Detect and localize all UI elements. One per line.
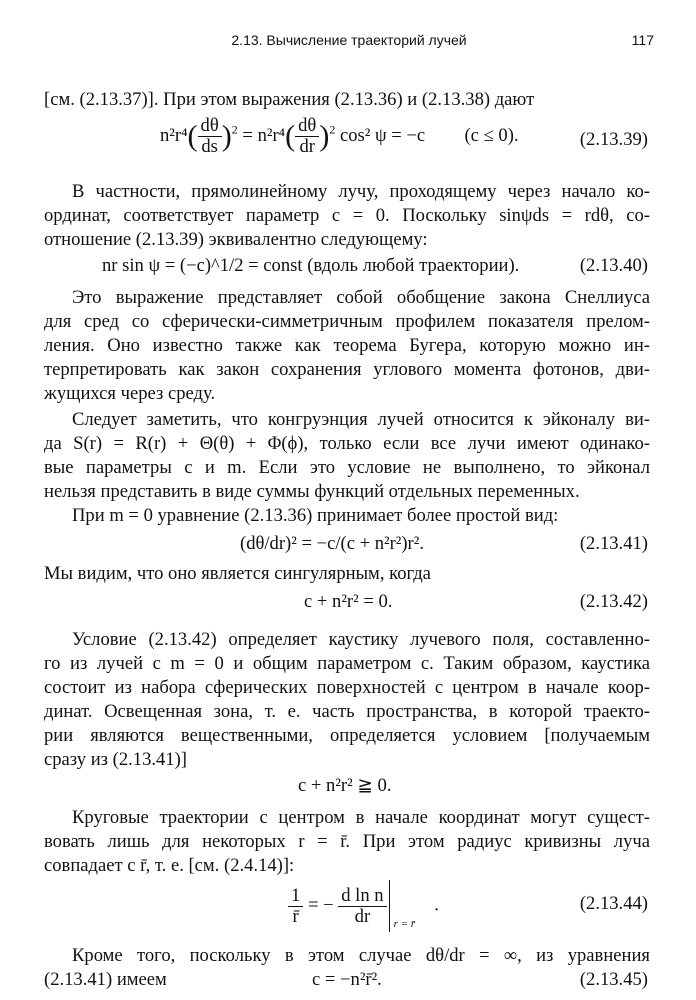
- text-line: ординат, соответствует параметр c = 0. Поскольку sinψds = rdθ, со-: [44, 205, 650, 226]
- eq44-equals-minus: = −: [307, 894, 334, 916]
- eq39-paren: (: [187, 119, 198, 153]
- text-line: жущихся через среду.: [44, 383, 216, 404]
- text-line: Мы видим, что оно является сингулярным, когда: [44, 563, 431, 584]
- eq39-fraction-dtheta-dr: [295, 116, 319, 157]
- eq39-square: 2: [329, 122, 336, 137]
- text-line: Кроме того, поскольку в этом случае dθ/dr = ∞, из уравнения: [72, 945, 650, 966]
- page-number: 117: [631, 32, 654, 48]
- eq39-paren: ): [221, 119, 232, 153]
- text-line: вовать лишь для некоторых r = r̄. При этом радиус кривизны луча: [44, 831, 650, 852]
- eq39-cos-part: cos² ψ = −c: [340, 124, 426, 146]
- text-line: Условие (2.13.42) определяет каустику лучевого поля, составленно-: [72, 629, 650, 650]
- equation-2-13-43: c + n²r² ≧ 0.: [298, 775, 392, 796]
- eq44-denominator: r̄: [292, 905, 299, 927]
- text-line: При m = 0 уравнение (2.13.36) принимает более простой вид:: [72, 505, 559, 526]
- eq44-numerator: d ln n: [338, 886, 386, 907]
- text-line: состоит из набора сферических поверхностей с центром в начале коор-: [44, 677, 650, 698]
- text-line: го из лучей с m = 0 и общим параметром c. Таким образом, каустика: [44, 653, 650, 674]
- text-line: сразу из (2.13.41)]: [44, 749, 188, 770]
- eq44-fraction-one-over-rbar: [288, 886, 303, 927]
- equation-2-13-45: c = −n²r̄².: [312, 969, 382, 990]
- equation-2-13-39: [160, 116, 519, 157]
- eq44-evaluation-bar: [389, 880, 416, 932]
- eq39-paren: (: [285, 119, 296, 153]
- text-line: терпретировать как закон сохранения углового момента фотонов, дви-: [44, 359, 650, 380]
- text-line: вые параметры c и m. Если это условие не выполнено, то эйконал: [44, 457, 650, 478]
- text-line: нельзя представить в виде суммы функций отдельных переменных.: [44, 481, 580, 502]
- eq39-paren: ): [319, 119, 330, 153]
- eq39-condition: (c ≤ 0).: [464, 124, 519, 146]
- text-line: В частности, прямолинейному лучу, проходящему через начало ко-: [72, 181, 650, 202]
- text-line: рии являются вещественными, определяется условием [получаемым: [44, 725, 650, 746]
- text-line: Это выражение представляет собой обобщение закона Снеллиуса: [72, 287, 650, 308]
- eq39-square: 2: [231, 122, 238, 137]
- text-line: [см. (2.13.37)]. При этом выражения (2.13.36) и (2.13.38) дают: [44, 89, 535, 110]
- text-line: Круговые траектории с центром в начале координат могут сущест-: [72, 807, 650, 828]
- equation-number-40: (2.13.40): [579, 255, 648, 276]
- text-line: Следует заметить, что конгруэнция лучей относится к эйконалу ви-: [72, 409, 650, 430]
- text-line: совпадает с r̄, т. е. [см. (2.4.14)]:: [44, 855, 295, 876]
- equation-2-13-44: [288, 880, 439, 932]
- eq39-numerator: dθ: [198, 116, 222, 137]
- text-line: динат. Освещенная зона, т. е. часть пространства, в которой траекто-: [44, 701, 650, 722]
- eq39-equals: =: [242, 124, 253, 146]
- eq39-numerator: dθ: [295, 116, 319, 137]
- equation-number-41: (2.13.41): [579, 533, 648, 554]
- equation-number-44: (2.13.44): [579, 893, 648, 914]
- equation-number-39: (2.13.39): [579, 129, 648, 150]
- eq44-evaluation-subscript: r = r̄: [393, 918, 416, 930]
- running-title: 2.13. Вычисление траекторий лучей: [231, 32, 467, 48]
- text-line: отношение (2.13.39) эквивалентно следующему:: [44, 229, 428, 250]
- text-line: да S(r) = R(r) + Θ(θ) + Φ(ϕ), только если все лучи имеют одинако-: [44, 433, 650, 454]
- eq44-denominator: dr: [354, 905, 371, 927]
- equation-number-42: (2.13.42): [579, 591, 648, 612]
- text-line: для сред со сферически-симметричным профилем показателя прелом-: [44, 311, 650, 332]
- page-header: [44, 32, 654, 54]
- eq39-denominator: dr: [299, 136, 315, 157]
- equation-2-13-41: (dθ/dr)² = −c/(c + n²r²)r².: [240, 533, 424, 554]
- eq39-n2r4-right: n²r⁴: [257, 124, 286, 146]
- equation-2-13-42: c + n²r² = 0.: [304, 591, 393, 612]
- eq39-n2r4-left: n²r⁴: [160, 124, 188, 146]
- text-line: (2.13.41) имеем: [44, 969, 167, 990]
- eq44-fraction-dlnn-dr: [338, 886, 386, 927]
- eq39-denominator: ds: [201, 136, 218, 157]
- eq39-fraction-dtheta-ds: [198, 116, 222, 157]
- equation-2-13-40: nr sin ψ = (−c)^1/2 = const (вдоль любой траектории).: [102, 255, 520, 276]
- eq44-dot: .: [434, 894, 439, 916]
- eq44-numerator: 1: [288, 886, 303, 907]
- text-line: ления. Оно известно также как теорема Бугера, которую можно ин-: [44, 335, 650, 356]
- equation-number-45: (2.13.45): [579, 969, 648, 990]
